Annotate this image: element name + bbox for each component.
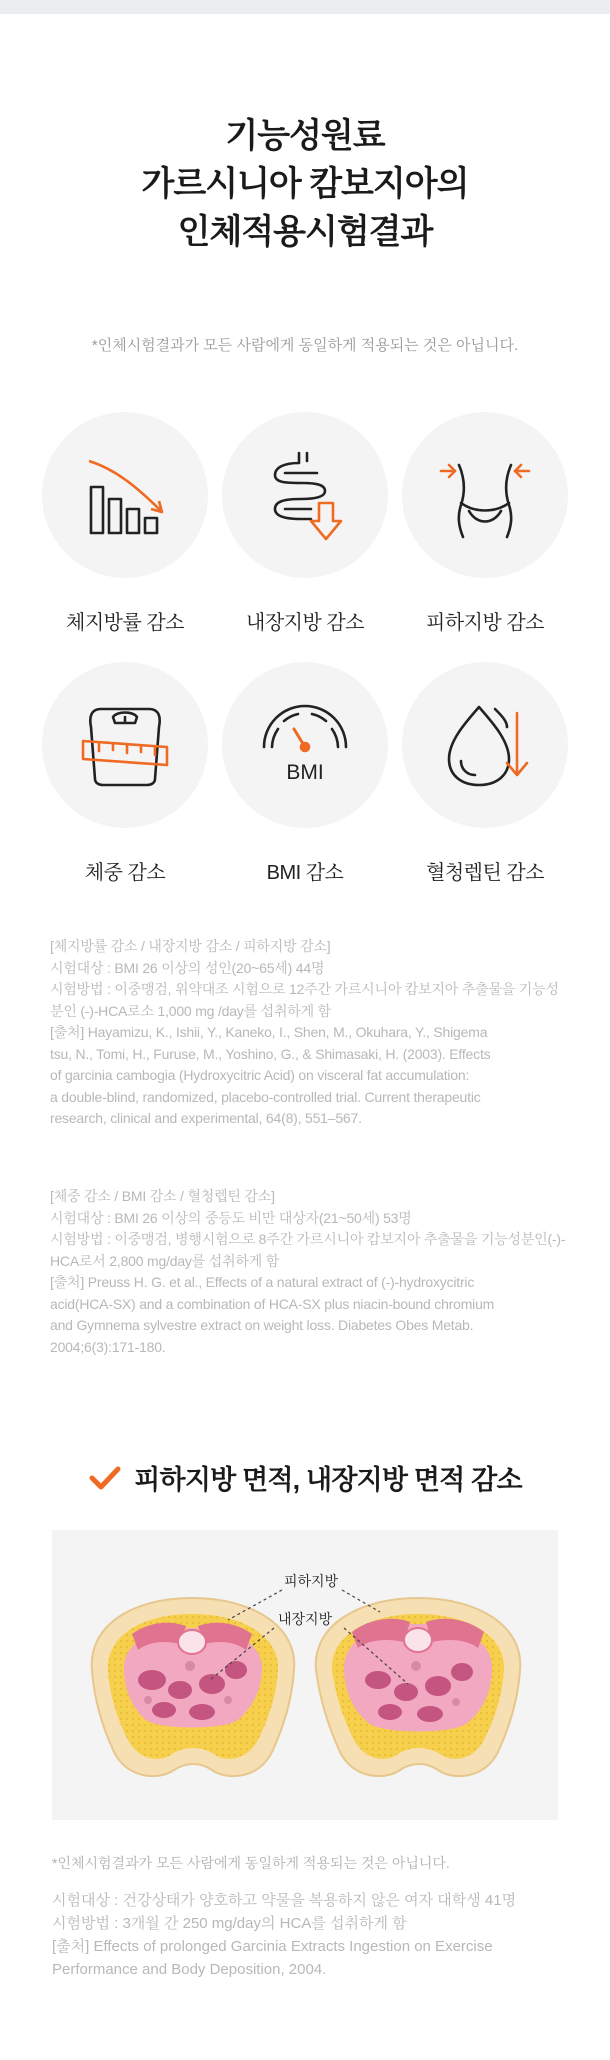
effect-circle <box>402 412 568 578</box>
title-line-3: 인체적용시험결과 <box>177 213 433 251</box>
ref-line: a double-blind, randomized, placebo-controlled trial. Current therapeutic <box>50 1088 481 1105</box>
section-heading <box>0 1458 610 1497</box>
effect-card-body-fat <box>42 412 208 635</box>
title-line-1: 기능성원료 <box>225 117 385 155</box>
ref-line: acid(HCA-SX) and a combination of HCA-SX plus niacin-bound chromium <box>50 1295 495 1312</box>
effect-circle <box>222 412 388 578</box>
effect-circle <box>222 662 388 828</box>
effect-circle <box>42 662 208 828</box>
cross-section-after <box>316 1598 520 1776</box>
check-icon <box>88 1465 122 1491</box>
effect-label: BMI 감소 <box>266 862 344 884</box>
ref-line: 2004;6(3):171-180. <box>50 1338 166 1355</box>
ref-line: [출처] Hayamizu, K., Ishii, Y., Kaneko, I., Shen, M., Okuhara, Y., Shigema <box>50 1024 488 1040</box>
ref-line: HCA로서 2,800 mg/day를 섭취하게 함 <box>50 1252 280 1269</box>
ref-line: 시험대상 : 건강상태가 양호하고 약물을 복용하지 않은 여자 대학생 41명 <box>52 1892 517 1909</box>
ref-line: of garcinia cambogia (Hydroxycitric Acid) on visceral fat accumulation: <box>50 1067 470 1083</box>
page-title <box>0 112 610 256</box>
visceral-fat-label: 내장지방 <box>278 1611 333 1627</box>
bmi-icon-text: BMI <box>286 761 324 784</box>
ref-line: 시험대상 : BMI 26 이상의 성인(20~65세) 44명 <box>50 959 325 976</box>
bmi-gauge-icon <box>250 695 360 795</box>
scale-tape-icon <box>75 695 175 795</box>
effect-circle <box>42 412 208 578</box>
disclaimer-bottom: *인체시험결과가 모든 사람에게 동일하게 적용되는 것은 아닙니다. <box>52 1855 450 1871</box>
ref-line: 시험방법 : 3개월 간 250 mg/day의 HCA를 섭취하게 함 <box>52 1915 407 1932</box>
bar-chart-down-icon <box>75 445 175 545</box>
reference-block-3 <box>52 1889 572 1981</box>
subcutaneous-fat-label: 피하지방 <box>284 1573 339 1589</box>
waist-slim-icon <box>435 445 535 545</box>
ref-line: [출처] Preuss H. G. et al., Effects of a natural extract of (-)-hydroxycitric <box>50 1274 475 1290</box>
ref-line: research, clinical and experimental, 64(8), 551–567. <box>50 1110 362 1126</box>
effect-card-weight <box>42 662 208 885</box>
section-title: 피하지방 면적, 내장지방 면적 감소 <box>134 1465 522 1495</box>
reference-block-1 <box>50 936 570 1130</box>
top-bar <box>0 0 610 14</box>
ref-line: 시험대상 : BMI 26 이상의 중등도 비만 대상자(21~50세) 53명 <box>50 1209 412 1226</box>
effect-card-visceral-fat <box>222 412 388 635</box>
ref-line: 시험방법 : 이중맹검, 병행시험으로 8주간 가르시니아 캄보지아 추출물을 기능성분인(-)- <box>50 1231 566 1247</box>
ref-line: [체지방률 감소 / 내장지방 감소 / 피하지방 감소] <box>50 938 331 954</box>
reference-block-2 <box>50 1186 570 1358</box>
ref-line: tsu, N., Tomi, H., Furuse, M., Yoshino, G., & Shimasaki, H. (2003). Effects <box>50 1045 491 1062</box>
ref-line: [출처] Effects of prolonged Garcinia Extracts Ingestion on Exercise <box>52 1938 493 1955</box>
effect-label: 피하지방 감소 <box>426 612 544 634</box>
ref-line: 분인 (-)-HCA로소 1,000 mg /day를 섭취하게 함 <box>50 1002 331 1019</box>
cross-section-before <box>92 1598 294 1776</box>
effect-card-leptin <box>402 662 568 885</box>
effect-label: 내장지방 감소 <box>246 612 364 634</box>
ref-line: [체중 감소 / BMI 감소 / 혈청렙틴 감소] <box>50 1188 275 1204</box>
effect-card-bmi <box>222 662 388 885</box>
ref-line: Performance and Body Deposition, 2004. <box>52 1961 327 1978</box>
effect-label: 체지방률 감소 <box>66 612 184 634</box>
title-line-2: 가르시니아 캄보지아의 <box>141 165 469 203</box>
drops-down-icon <box>435 695 535 795</box>
effect-label: 혈청렙틴 감소 <box>426 862 544 884</box>
ref-line: and Gymnema sylvestre extract on weight loss. Diabetes Obes Metab. <box>50 1317 474 1333</box>
body-cross-section-diagram <box>52 1530 558 1820</box>
effect-card-subcutaneous-fat <box>402 412 568 635</box>
ref-line: 시험방법 : 이중맹검, 위약대조 시험으로 12주간 가르시니아 캄보지아 추출물을 기능성 <box>50 981 559 997</box>
effect-circle <box>402 662 568 828</box>
cross-section-illustration <box>52 1530 558 1820</box>
intestine-down-icon <box>255 445 355 545</box>
disclaimer-top: *인체시험결과가 모든 사람에게 동일하게 적용되는 것은 아닙니다. <box>91 337 519 354</box>
effect-label: 체중 감소 <box>84 862 166 884</box>
